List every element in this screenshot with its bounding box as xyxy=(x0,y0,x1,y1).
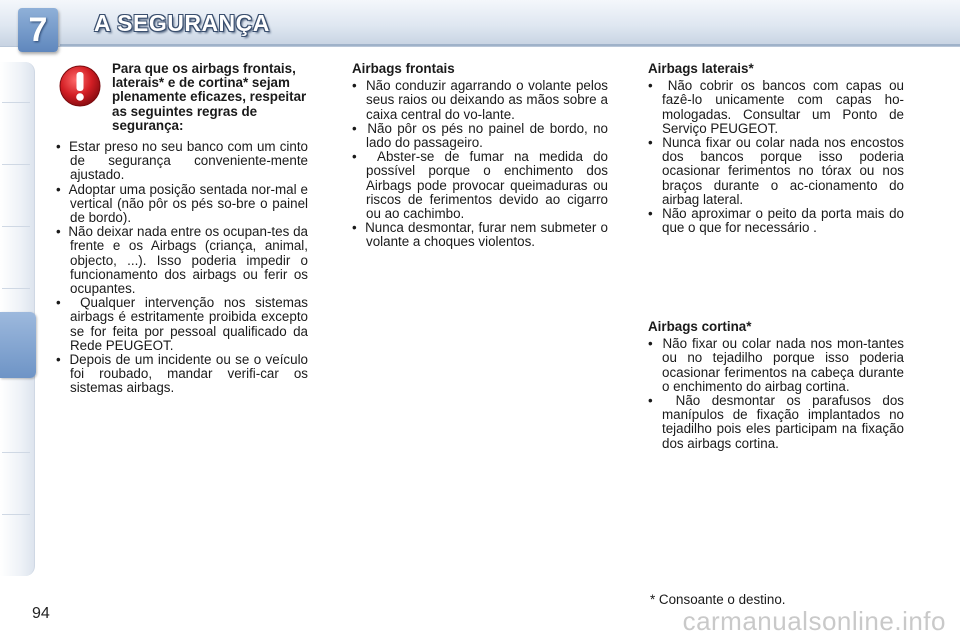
curtain-airbags-section xyxy=(648,320,904,451)
list-item: • Não desmontar os parafusos dos manípulos de fixação implantados no tejadilho pois eles participam na fixação dos airbags cortina. xyxy=(648,394,904,451)
section-heading: Airbags laterais* xyxy=(648,61,754,76)
tab-divider xyxy=(2,288,30,289)
footnote: * Consoante o destino. xyxy=(650,592,786,607)
tab-divider xyxy=(2,514,30,515)
list-item: • Qualquer intervenção nos sistemas airbags é estritamente proibida excepto se for feita por pessoal qualificado da Rede PEUGEOT. xyxy=(56,296,308,353)
list-item: • Estar preso no seu banco com um cinto de segurança conveniente-mente ajustado. xyxy=(56,140,308,183)
tab-divider xyxy=(2,164,30,165)
section-heading: Airbags frontais xyxy=(352,61,455,76)
list-item: • Não aproximar o peito da porta mais do que o que for necessário . xyxy=(648,207,904,235)
page-title: A SEGURANÇA xyxy=(94,10,270,36)
list-item: • Abster-se de fumar na medida do possível porque o enchimento dos Airbags pode provocar queimaduras ou riscos de ferimentos devido ao cigarro ou ao cachimbo. xyxy=(352,150,608,221)
warning-section xyxy=(56,62,308,396)
tab-divider xyxy=(2,452,30,453)
frontal-airbags-section xyxy=(352,62,608,250)
active-chapter-tab xyxy=(0,312,36,378)
watermark: carmanualsonline.info xyxy=(682,606,946,636)
list-item: • Não fixar ou colar nada nos mon-tantes ou no tejadilho porque isso poderia ocasionar ferimentos na cabeça durante o enchimento do airbag cortina. xyxy=(648,337,904,394)
chapter-number: 7 xyxy=(28,11,48,49)
frontal-list xyxy=(352,79,608,249)
header-divider xyxy=(60,44,960,46)
warning-list xyxy=(56,140,308,396)
side-airbags-section xyxy=(648,62,904,235)
page-number: 94 xyxy=(32,605,50,622)
curtain-list xyxy=(648,337,904,451)
list-item: • Depois de um incidente ou se o veículo foi roubado, mandar verifi-car os sistemas airbags. xyxy=(56,353,308,396)
list-item: • Nunca desmontar, furar nem submeter o volante a choques violentos. xyxy=(352,221,608,249)
list-item: • Não deixar nada entre os ocupan-tes da frente e os Airbags (criança, animal, objecto, ...). Isso poderia impedir o funcionamento dos airbags ou ferir os ocupantes. xyxy=(56,225,308,296)
list-item: • Nunca fixar ou colar nada nos encostos dos bancos porque isso poderia ocasionar ferimentos no tórax ou nos braços durante o ac-cionamento do airbag lateral. xyxy=(648,136,904,207)
list-item: • Não pôr os pés no painel de bordo, no lado do passageiro. xyxy=(352,122,608,150)
tab-divider xyxy=(2,102,30,103)
list-item: • Adoptar uma posição sentada nor-mal e vertical (não pôr os pés so-bre o painel de bordo). xyxy=(56,183,308,226)
list-item: • Não cobrir os bancos com capas ou fazê-lo unicamente com capas ho-mologadas. Consultar um Ponto de Serviço PEUGEOT. xyxy=(648,79,904,136)
tab-divider xyxy=(2,226,30,227)
section-heading: Airbags cortina* xyxy=(648,319,752,334)
side-list xyxy=(648,79,904,235)
warning-heading: Para que os airbags frontais, laterais* e de cortina* sejam plenamente eficazes, respeitar as seguintes regras de segurança: xyxy=(112,61,307,133)
list-item: • Não conduzir agarrando o volante pelos seus raios ou deixando as mãos sobre a caixa central do vo-lante. xyxy=(352,79,608,122)
